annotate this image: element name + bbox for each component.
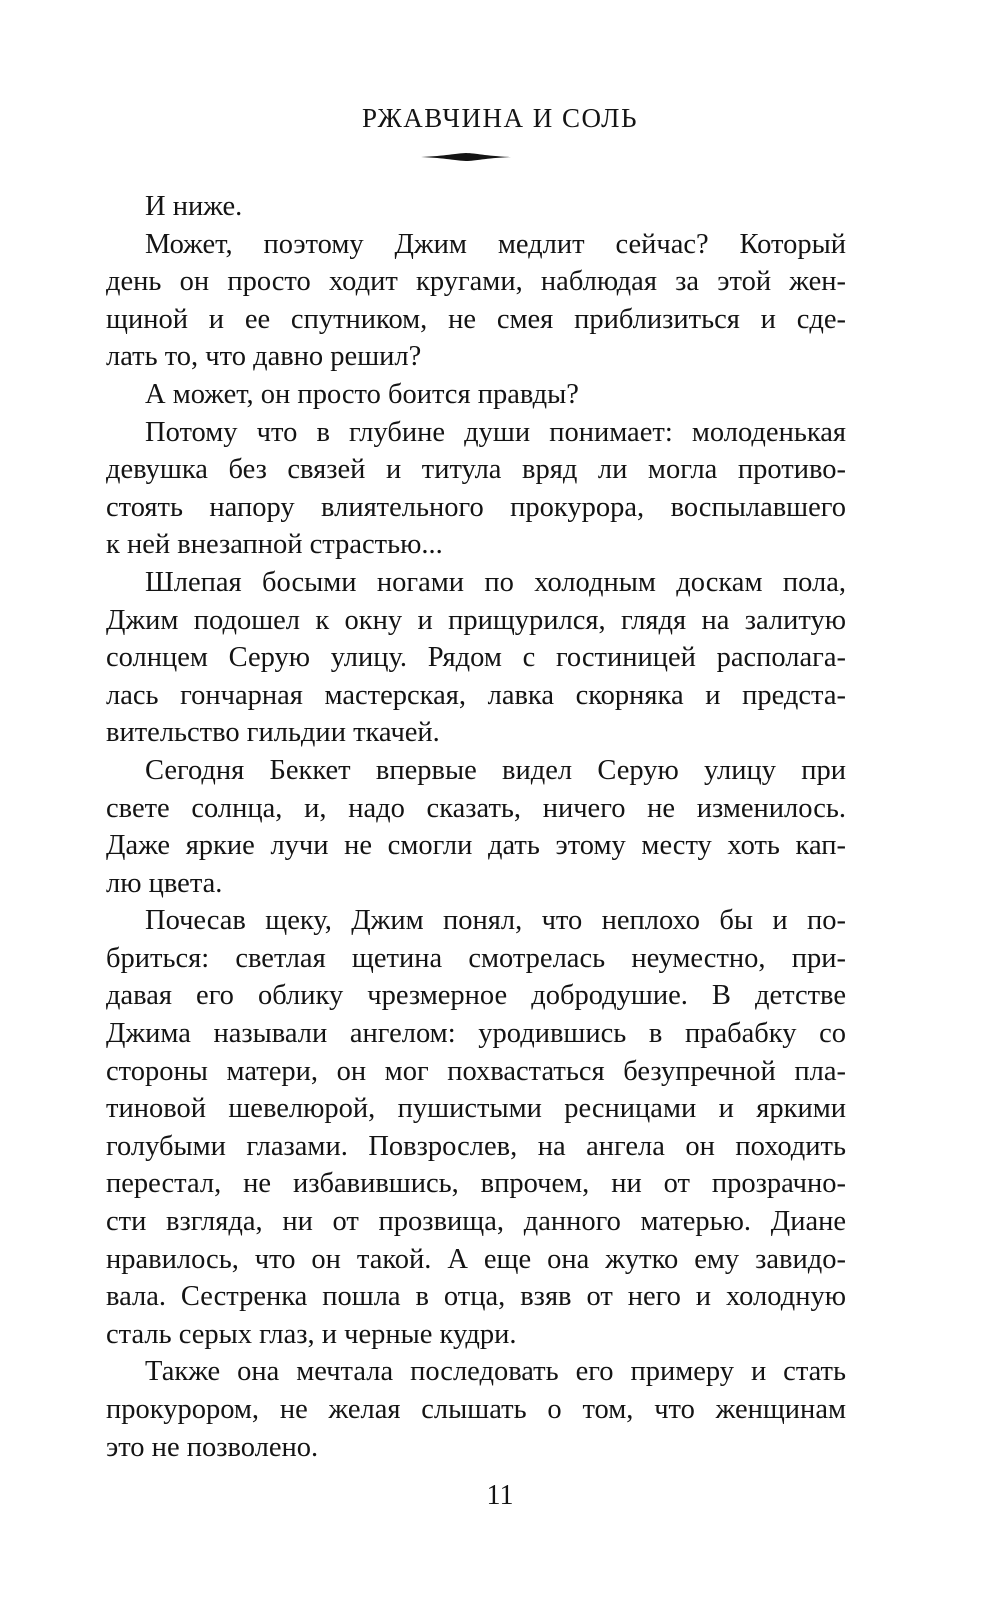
page-number: 11 [486, 1480, 514, 1511]
paragraph [106, 188, 846, 226]
text-line: лась гончарная мастерская, лавка скорняка и предста- [106, 679, 846, 711]
paragraph [106, 414, 846, 564]
text-line: Сегодня Беккет впервые видел Серую улицу при [145, 754, 846, 786]
text-line: бриться: светлая щетина смотрелась неуместно, при- [106, 942, 846, 974]
text-line: сти взгляда, ни от прозвища, данного матерью. Диане [106, 1206, 846, 1238]
text-line: щиной и ее спутником, не смея приблизиться и сде- [106, 303, 846, 335]
text-line: А может, он просто боится правды? [145, 378, 579, 410]
text-line: давая его облику чрезмерное добродушие. В детстве [106, 980, 846, 1012]
text-line: сталь серых глаз, и черные кудри. [106, 1318, 517, 1350]
text-line: стоять напору влиятельного прокурора, воспылавшего [106, 491, 846, 523]
tapered-rule-ornament-icon [421, 152, 511, 162]
paragraph [106, 376, 846, 414]
text-line: стороны матери, он мог похвастаться безупречной пла- [106, 1055, 846, 1087]
text-line: перестал, не избавившись, впрочем, ни от прозрачно- [106, 1168, 846, 1200]
body-text [106, 188, 846, 1466]
text-line: девушка без связей и титула вряд ли могла противо- [106, 454, 846, 486]
text-line: Джим подошел к окну и прищурился, глядя на залитую [106, 604, 846, 636]
text-line: это не позволено. [106, 1431, 319, 1463]
text-line: солнцем Серую улицу. Рядом с гостиницей располага- [106, 642, 846, 674]
text-line: день он просто ходит кругами, наблюдая за этой жен- [106, 266, 846, 298]
paragraph [106, 752, 846, 902]
text-line: лю цвета. [106, 867, 223, 899]
text-line: тиновой шевелюрой, пушистыми ресницами и яркими [106, 1093, 846, 1125]
paragraph [106, 1353, 846, 1466]
text-line: к ней внезапной страстью... [106, 529, 443, 561]
text-line: вала. Сестренка пошла в отца, взяв от него и холодную [106, 1281, 846, 1313]
text-line: Почесав щеку, Джим понял, что неплохо бы и по- [145, 905, 846, 937]
paragraph [106, 226, 846, 376]
text-line: вительство гильдии ткачей. [106, 717, 440, 749]
paragraph [106, 902, 846, 1353]
paragraph [106, 564, 846, 752]
text-line: лать то, что давно решил? [106, 341, 422, 373]
text-line: И ниже. [145, 191, 243, 222]
text-line: свете солнца, и, надо сказать, ничего не изменилось. [106, 792, 846, 824]
text-line: Шлепая босыми ногами по холодным доскам пола, [145, 566, 846, 598]
running-head-title: РЖАВЧИНА И СОЛЬ [362, 103, 638, 133]
text-line: Даже яркие лучи не смогли дать этому месту хоть кап- [106, 830, 846, 862]
text-line: Также она мечтала последовать его примеру и стать [145, 1356, 846, 1388]
text-line: Может, поэтому Джим медлит сейчас? Который [145, 228, 846, 260]
text-line: Потому что в глубине души понимает: молоденькая [145, 416, 846, 448]
text-line: нравилось, что он такой. А еще она жутко ему завидо- [106, 1243, 846, 1275]
text-line: прокурором, не желая слышать о том, что женщинам [106, 1394, 846, 1425]
text-line: Джима называли ангелом: уродившись в прабабку со [106, 1018, 846, 1050]
text-line: голубыми глазами. Повзрослев, на ангела он походить [106, 1130, 846, 1162]
